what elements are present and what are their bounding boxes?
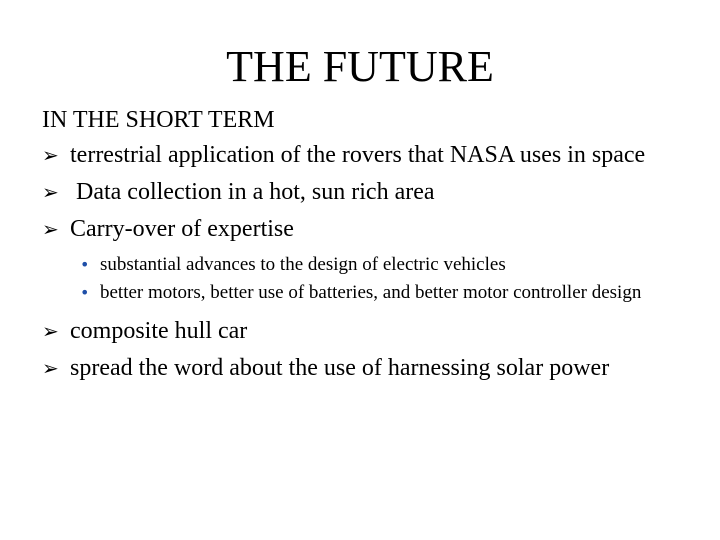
dot-bullet-icon: • xyxy=(80,255,90,274)
bullet-text: composite hull car xyxy=(70,318,248,344)
bullet-item xyxy=(42,141,692,169)
sub-bullet-text: substantial advances to the design of electric vehicles xyxy=(100,254,506,275)
slide-title: THE FUTURE xyxy=(226,42,494,91)
slide-content xyxy=(42,106,692,391)
sub-bullet-text: better motors, better use of batteries, and better motor controller design xyxy=(100,282,642,303)
bullet-item xyxy=(42,354,692,382)
bullet-text: Data collection in a hot, sun rich area xyxy=(70,179,435,205)
bullet-item xyxy=(42,317,692,345)
bullet-text: Carry-over of expertise xyxy=(70,216,294,242)
arrow-bullet-icon: ➢ xyxy=(42,180,59,204)
section-heading: IN THE SHORT TERM xyxy=(42,107,275,133)
arrow-bullet-icon: ➢ xyxy=(42,356,59,380)
sub-bullet-list xyxy=(80,252,692,305)
bullet-item xyxy=(42,215,692,243)
dot-bullet-icon: • xyxy=(80,283,90,302)
arrow-bullet-icon: ➢ xyxy=(42,217,59,241)
arrow-bullet-icon: ➢ xyxy=(42,319,59,343)
bullet-text: spread the word about the use of harnessing solar power xyxy=(70,355,610,381)
bullet-text: terrestrial application of the rovers that NASA uses in space xyxy=(70,142,646,168)
sub-bullet-item xyxy=(80,280,692,305)
bullet-item xyxy=(42,178,692,206)
arrow-bullet-icon: ➢ xyxy=(42,143,59,167)
sub-bullet-item xyxy=(80,252,692,277)
